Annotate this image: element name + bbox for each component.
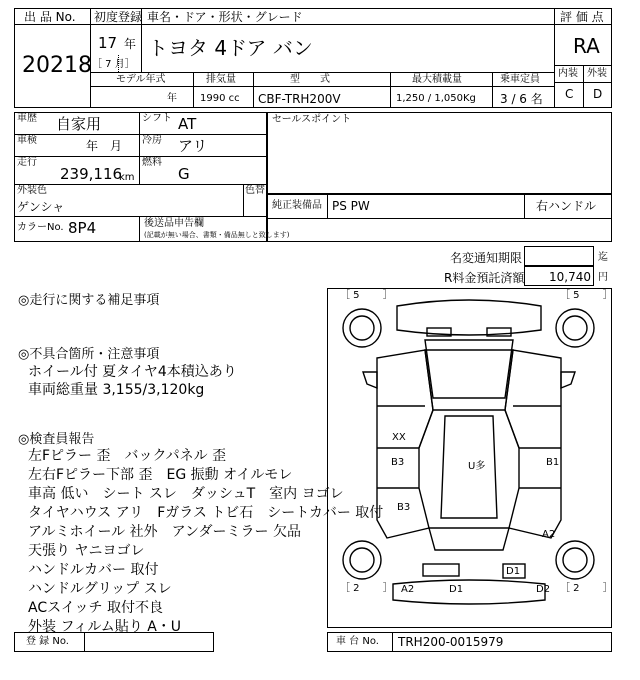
color-label: 外装色 bbox=[17, 185, 47, 196]
equipment-value: PS PW bbox=[332, 199, 370, 213]
mileage-value: 239,116 bbox=[60, 165, 123, 183]
defect-line: ホイール付 夏タイヤ4本積込あり bbox=[28, 364, 237, 380]
inspector-line: ハンドルカバー 取付 bbox=[28, 562, 159, 578]
damage-mark-a2-right: A2 bbox=[542, 529, 556, 540]
max-load-label: 最大積載量 bbox=[412, 74, 462, 85]
defect-line: 車両総重量 3,155/3,120kg bbox=[28, 382, 205, 398]
later-docs-note: (記載が無い場合、書類・備品無しと致します) bbox=[144, 231, 290, 239]
chassis-label: 車 台 No. bbox=[336, 636, 379, 647]
inspector-line: タイヤハウス アリ Fガラス トビ石 シートカバー 取付 bbox=[28, 505, 384, 521]
tag-rear-left: ［ 2 ］ bbox=[340, 583, 393, 594]
reg-no-label: 登 録 No. bbox=[26, 636, 69, 647]
inspection-label: 車検 bbox=[17, 135, 37, 146]
tag-rear-right: ［ 2 ］ bbox=[560, 583, 613, 594]
inspector-line: ハンドルグリップ スレ bbox=[28, 581, 172, 597]
name-change-box bbox=[524, 246, 594, 266]
mileage-unit: km bbox=[119, 172, 135, 183]
damage-mark-d2-bumper: D2 bbox=[536, 584, 551, 595]
damage-mark-b3-upper: B3 bbox=[391, 457, 405, 468]
reg-label: 初度登録 bbox=[94, 10, 143, 24]
displacement-label: 排気量 bbox=[206, 74, 236, 85]
damage-mark-a2-bumper: A2 bbox=[401, 584, 415, 595]
defects-title: ◎不具合箇所・注意事項 bbox=[18, 347, 160, 362]
running-notes-title: ◎走行に関する補足事項 bbox=[18, 293, 160, 308]
score-value: RA bbox=[573, 34, 600, 58]
later-docs-label: 後送品申告欄 bbox=[144, 218, 204, 229]
tag-front-left: ［ 5 ］ bbox=[340, 290, 393, 301]
shift-label: シフト bbox=[142, 113, 172, 124]
car-name-label: 車名・ドア・形状・グレード bbox=[147, 10, 303, 24]
damage-mark-d1-small: D1 bbox=[506, 566, 521, 577]
capacity-label: 乗車定員 bbox=[500, 74, 540, 85]
fuel-label: 燃料 bbox=[142, 157, 162, 168]
car-diagram bbox=[327, 288, 612, 628]
color-no-value: 8P4 bbox=[68, 219, 97, 237]
recycle-label: R料金預託済額 bbox=[444, 271, 525, 285]
score-label: 評 価 点 bbox=[560, 10, 604, 24]
inspector-line: アルミホイール 社外 アンダーミラー 欠品 bbox=[28, 524, 301, 540]
history-label: 車歴 bbox=[17, 113, 37, 124]
model-type-label: 型 式 bbox=[290, 74, 330, 85]
equipment-label: 純正装備品 bbox=[272, 200, 322, 211]
inspection-value: 年 月 bbox=[86, 139, 123, 153]
name-change-unit: 迄 bbox=[598, 252, 608, 263]
damage-mark-u: U多 bbox=[468, 461, 486, 472]
ac-label: 冷房 bbox=[142, 135, 162, 146]
reg-year: 17 bbox=[98, 34, 118, 52]
mileage-label: 走行 bbox=[17, 157, 37, 168]
inspector-line: 天張り ヤニヨゴレ bbox=[28, 543, 145, 559]
exterior-grade: D bbox=[593, 87, 603, 101]
ac-value: アリ bbox=[178, 137, 208, 155]
inspector-line: 車高 低い シート スレ ダッシュT 室内 ヨゴレ bbox=[28, 486, 344, 502]
fuel-value: G bbox=[178, 165, 190, 183]
history-value: 自家用 bbox=[56, 115, 102, 133]
damage-mark-b1: B1 bbox=[546, 457, 560, 468]
lot-number: 20218 bbox=[22, 53, 92, 78]
max-load-value: 1,250 / 1,050Kg bbox=[396, 93, 476, 104]
recycle-value: 10,740 bbox=[549, 270, 591, 284]
year-unit: 年 bbox=[124, 37, 137, 51]
interior-label: 内装 bbox=[558, 68, 578, 79]
car-name: トヨタ 4ドア バン bbox=[148, 36, 313, 60]
shift-value: AT bbox=[178, 115, 197, 133]
inspector-line: 左右Fピラー下部 歪 EG 振動 オイルモレ bbox=[28, 467, 293, 483]
model-type-value: CBF-TRH200V bbox=[258, 92, 341, 106]
inspector-line: 外装 フィルム貼り A・U bbox=[28, 619, 182, 635]
capacity-value: 3 / 6 名 bbox=[500, 92, 543, 106]
damage-mark-d1-bumper: D1 bbox=[449, 584, 464, 595]
handle-side: 右ハンドル bbox=[536, 199, 597, 213]
displacement-value: 1990 cc bbox=[200, 93, 240, 104]
recolor-label: 色替 bbox=[245, 185, 265, 196]
chassis-number: TRH200-0015979 bbox=[398, 635, 504, 649]
color-value: ゲンシャ bbox=[17, 200, 65, 214]
recycle-unit: 円 bbox=[598, 272, 608, 283]
model-year-label: モデル年式 bbox=[116, 74, 166, 85]
inspector-line: ACスイッチ 取付不良 bbox=[28, 600, 163, 616]
color-no-label: カラーNo. bbox=[17, 222, 64, 233]
damage-mark-xx: XX bbox=[392, 432, 406, 443]
lot-label: 出 品 No. bbox=[24, 10, 76, 24]
name-change-label: 名変通知期限 bbox=[450, 251, 523, 265]
damage-mark-b3-lower: B3 bbox=[397, 502, 411, 513]
inspector-title: ◎検査員報告 bbox=[18, 432, 95, 447]
interior-grade: C bbox=[565, 87, 574, 101]
exterior-label: 外装 bbox=[587, 68, 607, 79]
model-year-unit: 年 bbox=[167, 93, 177, 104]
tag-front-right: ［ 5 ］ bbox=[560, 290, 613, 301]
reg-month: ［ 7 月］ bbox=[92, 59, 135, 70]
sales-point-label: セールスポイント bbox=[272, 114, 352, 125]
inspector-line: 左Fピラー 歪 バックパネル 歪 bbox=[28, 448, 227, 464]
